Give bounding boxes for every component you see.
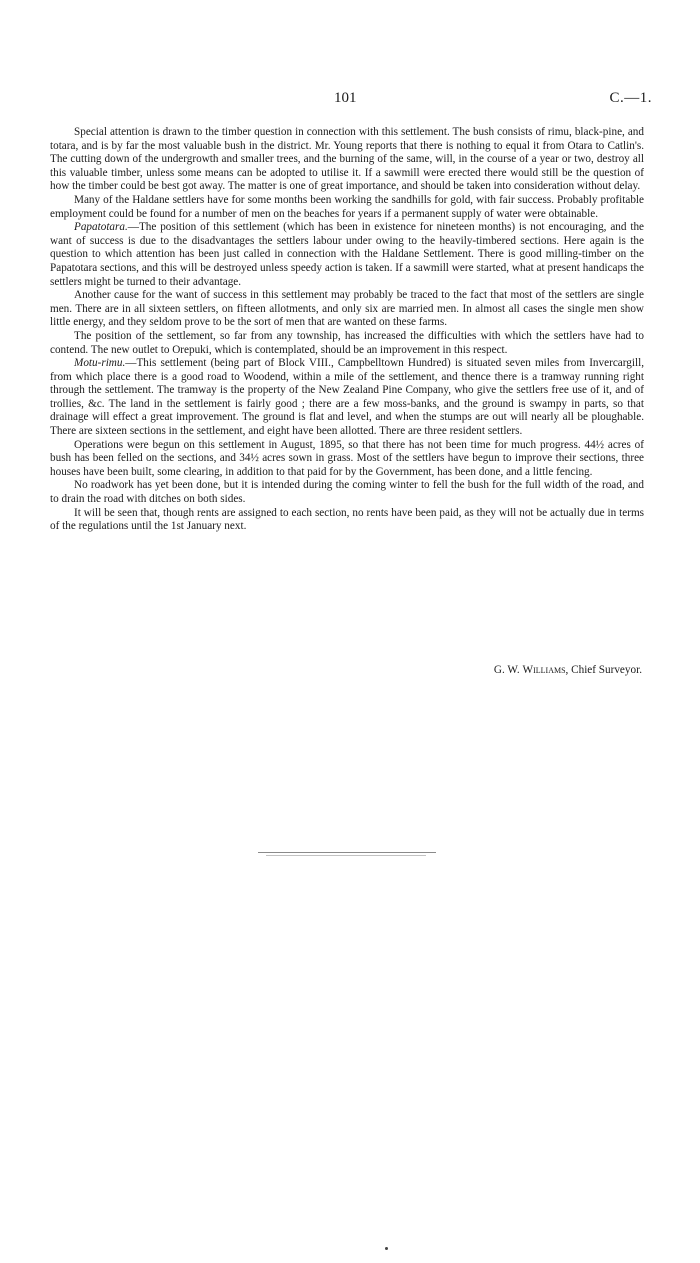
paragraph: It will be seen that, though rents are assigned to each section, no rents have been paid, as they will not be actually due in terms of the regulations until the 1st January next. <box>50 506 644 533</box>
paragraph: Many of the Haldane settlers have for some months been working the sandhills for gold, with fair success. Probably profitable employment could be found for a number of men on the beaches for years if a permanent supply of water were obtainable. <box>50 193 644 220</box>
section-heading: Motu-rimu. <box>74 357 126 370</box>
print-mark <box>385 1247 388 1250</box>
paragraph-motu-rimu: Motu-rimu.—This settlement (being part of Block VIII., Campbelltown Hundred) is situated seven miles from Invercargill, from which place there is a good road to Woodend, within a mile of the settlement, and thence there is a tramway running right through the settlement. The tramway is the property of the New Zealand Pine Company, who give the settlers free use of it, and of trollies, &c. The land in the settlement is fairly good ; there are a few moss-banks, and the ground is swampy in parts, so that drainage will effect a great improvement. The ground is flat and level, and when the stumps are out will nearly all be ploughable. There are sixteen sections in the settlement, and eight have been allotted. There are three resident settlers. <box>50 357 644 438</box>
paragraph: Operations were begun on this settlement in August, 1895, so that there has not been time for much progress. 44½ acres of bush has been felled on the sections, and 34½ acres sown in grass. Most of the settlers have begun to improve their sections, three houses have been built, some clearing, in addition to that paid for by the Government, has been done, and a little fencing. <box>50 438 644 478</box>
paragraph: Another cause for the want of success in this settlement may probably be traced to the fact that most of the settlers are single men. There are in all sixteen settlers, on fifteen allotments, and only six are married men. In almost all cases the single men show little energy, and they seldom prove to be the sort of men that are wanted on these farms. <box>50 289 644 329</box>
end-rule-secondary <box>266 855 426 856</box>
end-rule <box>258 852 436 853</box>
signatory-name: G. W. Williams <box>493 664 566 676</box>
document-reference: C.—1. <box>609 90 652 106</box>
paragraph: Special attention is drawn to the timber question in connection with this settlement. The bush consists of rimu, black-pine, and totara, and is by far the most valuable bush in the district. Mr. Young reports that there is nothing to equal it from Otara to Catlin's. The cutting down of the undergrowth and smaller trees, and the burning of the same, will, in the course of a year or two, destroy all this valuable timber, unless some means can be adopted to utilise it. If a sawmill were erected there would still be the question of how the timber could be best got away. The matter is one of great importance, and should be taken into consideration without delay. <box>50 126 644 193</box>
paragraph: The position of the settlement, so far from any township, has increased the difficulties with which the settlers have had to contend. The new outlet to Orepuki, which is contemplated, should be an improvement in this respect. <box>50 329 644 356</box>
paragraph-papatotara: Papatotara.—The position of this settlement (which has been in existence for nineteen months) is not encouraging, and the want of success is due to the disadvantages the settlers labour under owing to the heavily-timbered sections. Here again is the question to which attention has been just called in connection with the Haldane Settlement. There is good milling-timber on the Papatotara sections, and this will be destroyed unless speedy action is taken. If a sawmill were started, what at present handicaps the settlers might be turned to their advantage. <box>50 221 644 288</box>
paragraph: No roadwork has yet been done, but it is intended during the coming winter to fell the bush for the full width of the road, and to drain the road with ditches on both sides. <box>50 479 644 506</box>
report-body <box>50 126 644 534</box>
signature-block <box>494 664 642 678</box>
signatory-title: , Chief Surveyor. <box>565 664 642 676</box>
section-heading: Papatotara. <box>74 221 128 234</box>
page-number: 101 <box>334 90 357 106</box>
page-header <box>48 90 652 110</box>
